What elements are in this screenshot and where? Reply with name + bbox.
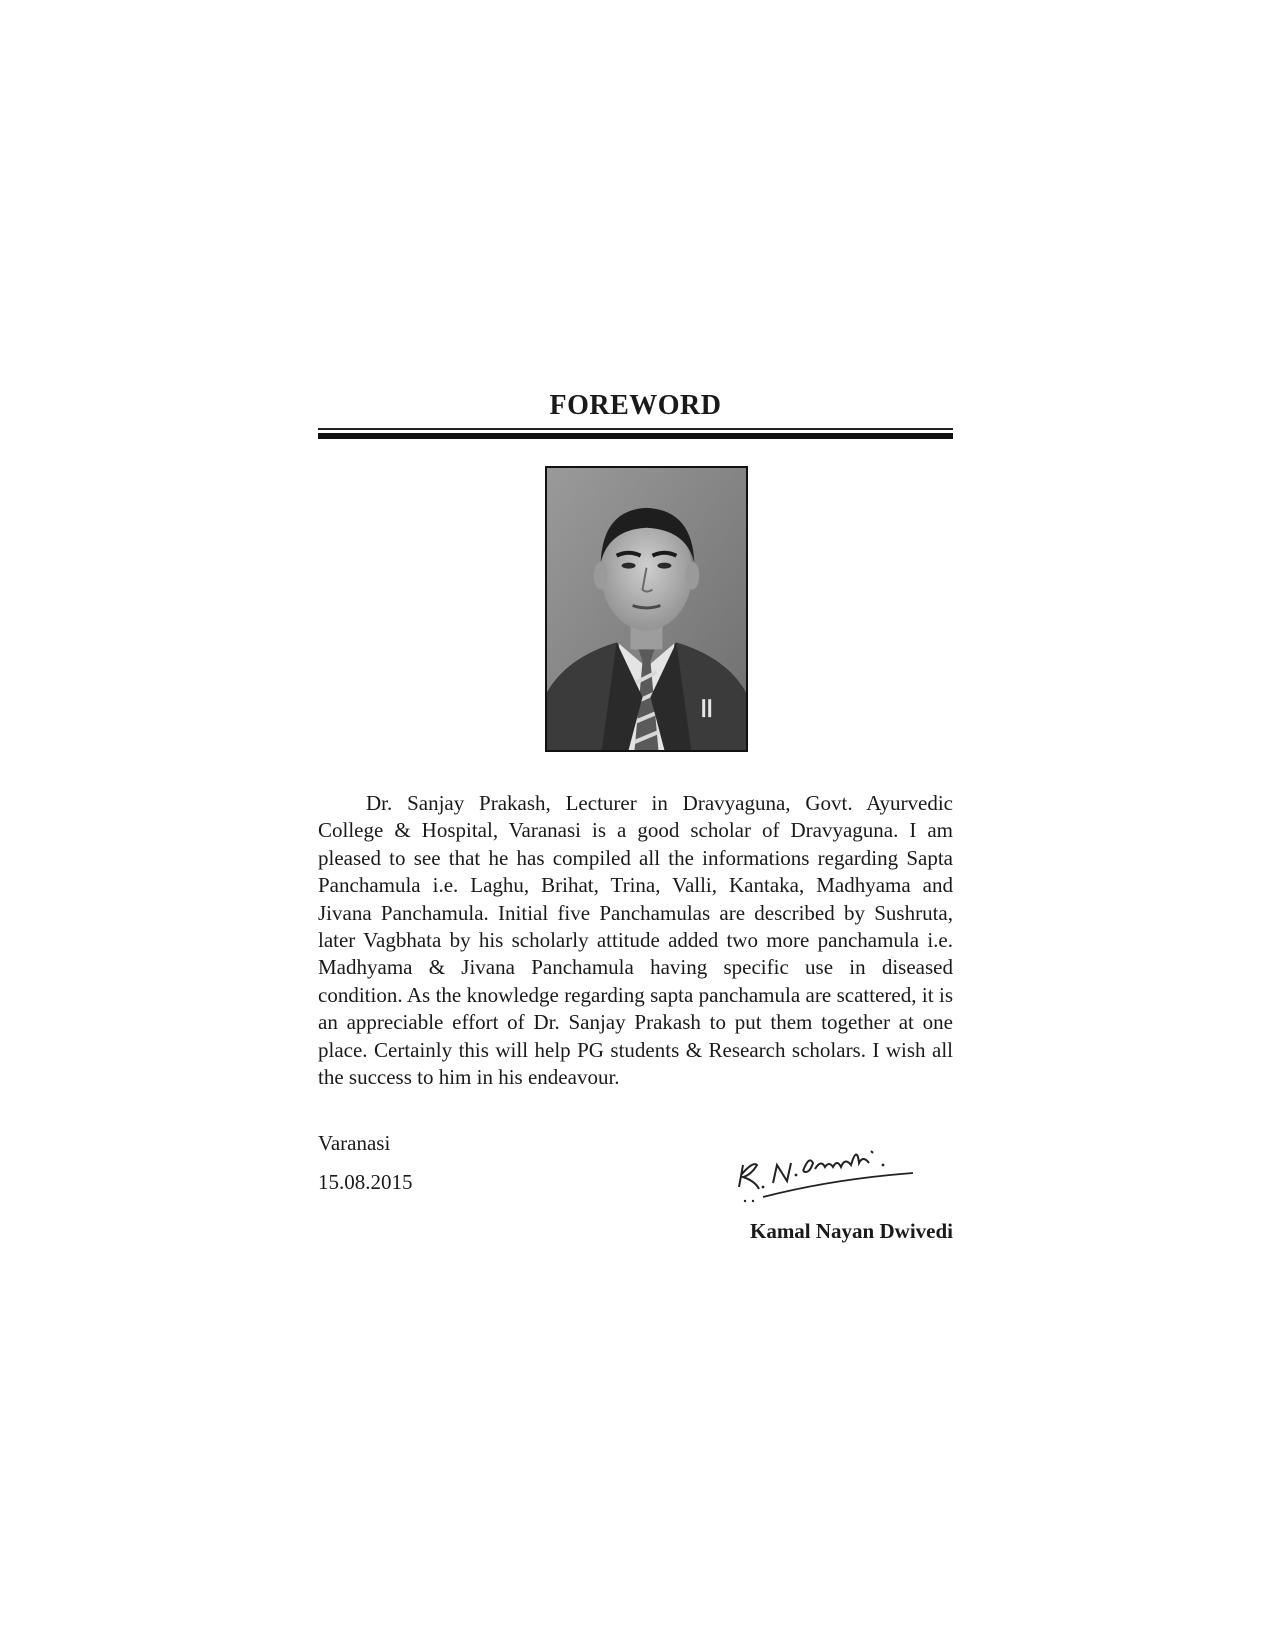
signatory-name: Kamal Nayan Dwivedi bbox=[749, 1219, 953, 1243]
foreword-body: Dr. Sanjay Prakash, Lecturer in Dravyaguna, Govt. Ayurvedic College & Hospital, Varanasi is a good scholar of Dravyaguna. I am pleased to see that he has compiled all the informations regarding Sapta Panchamula i.e. Laghu, Brihat, Trina, Valli, Kantaka, Madhyama and Jivana Panchamula. Initial five Panchamulas are described by Sushruta, later Vagbhata by his scholarly attitude added two more panchamula i.e. Madhyama & Jivana Panchamula having specific use in diseased condition. As the knowledge regarding sapta panchamula are scattered, it is an appreciable effort of Dr. Sanjay Prakash to put them together at one place. Certainly this will help PG students & Research scholars. I wish all the success to him in his endeavour. bbox=[318, 791, 953, 1090]
page-title: FOREWORD bbox=[549, 390, 722, 421]
author-portrait bbox=[545, 466, 748, 752]
title-rule-thick bbox=[318, 433, 953, 439]
signature bbox=[733, 1125, 933, 1205]
place: Varanasi bbox=[318, 1131, 391, 1155]
date: 15.08.2015 bbox=[318, 1170, 413, 1194]
title-rule-thin bbox=[318, 428, 953, 430]
